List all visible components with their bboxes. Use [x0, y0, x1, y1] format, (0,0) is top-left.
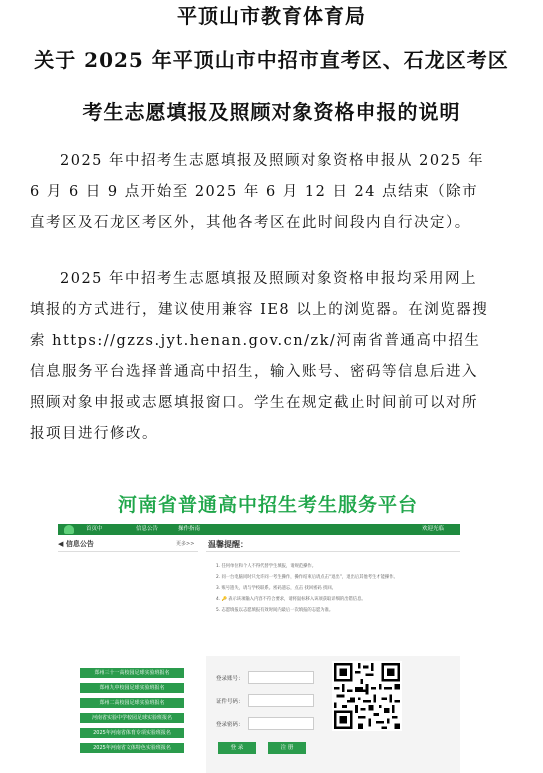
- platform-logo-icon: [64, 525, 74, 534]
- nav-welcome: 欢迎光临: [422, 526, 445, 532]
- tip-line: 1. 任何单位和个人不得代替学生填报，请规范操作。: [216, 564, 316, 569]
- document-title-line2: 考生志愿填报及照顾对象资格申报的说明: [82, 100, 461, 124]
- account-label: 登录账号：: [216, 676, 244, 682]
- platform-title: 河南省普通高中招生考生服务平台: [117, 494, 418, 516]
- nav-guide[interactable]: 操作指南: [178, 526, 201, 532]
- password-label: 登录密码：: [216, 722, 244, 728]
- tip-line: 3. 账号遗失，请与学校联系。密码遗忘，点击 找回密码 找回。: [216, 586, 336, 591]
- id-input[interactable]: [248, 694, 314, 707]
- login-form: [206, 656, 460, 773]
- signup-button[interactable]: 2025年河南省文体特色实验班报名: [80, 743, 184, 753]
- account-input[interactable]: [248, 671, 314, 684]
- nav-home[interactable]: 首页中: [86, 526, 103, 532]
- signup-button-list: [80, 668, 184, 758]
- paragraph-schedule: 2025 年中招考生志愿填报及照顾对象资格申报从 2025 年 6 月 6 日 9 点开始至 2025 年 6 月 12 日 24 点结束（除市直考区及石龙区考区外，其他各考区在此时间段内自行决定）。: [30, 153, 485, 231]
- paragraph-instructions: 2025 年中招考生志愿填报及照顾对象资格申报均采用网上填报的方式进行，建议使用兼容 IE8 以上的浏览器。在浏览器搜索 https://gzzs.jyt.henan.gov.cn/zk/河南省普通高中招生信息服务平台选择普通高中招生，输入账号、密码等信息后进入照顾对象申报或志愿填报窗口。学生在规定截止时间前可以对所报项目进行修改。: [30, 271, 489, 442]
- document-title-line1: 关于 2025 年平顶山市中招市直考区、石龙区考区: [34, 48, 509, 72]
- platform-navbar: [58, 524, 460, 535]
- id-label: 证件号码：: [216, 699, 244, 705]
- signup-button[interactable]: 2025年河南省体育专项实验班报名: [80, 728, 184, 738]
- platform-screenshot: [58, 490, 478, 773]
- signup-button[interactable]: 河南省实验中学校园足球实验班报名: [80, 713, 184, 723]
- divider: [58, 551, 198, 552]
- qr-code-icon: [332, 661, 402, 731]
- signup-button[interactable]: 郑州二高校园足球实验班报名: [80, 698, 184, 708]
- signup-button[interactable]: 郑州九中校园足球实验班报名: [80, 683, 184, 693]
- notice-panel: [58, 539, 198, 773]
- nav-notices[interactable]: 信息公告: [136, 526, 159, 532]
- tip-line: 4. 🔑 表示该项输入内容不符合要求，请将鼠标移入该项获取详细的出错信息。: [216, 597, 366, 602]
- password-input[interactable]: [248, 717, 314, 730]
- signup-button[interactable]: 郑州三十一高校园足球实验班报名: [80, 668, 184, 678]
- more-link[interactable]: 更多>>: [176, 541, 195, 547]
- login-button[interactable]: 登 录: [218, 742, 256, 754]
- tip-line: 2. 同一台电脑同时只允许同一考生操作，操作结束后请点击“退出”，退出后其他考生才能操作。: [216, 575, 398, 580]
- divider: [206, 551, 460, 552]
- warm-tips-heading: 温馨提醒：: [208, 540, 248, 549]
- tip-line: 5. 志愿填报以志愿填报有效时间内最后一次填报的志愿为准。: [216, 608, 334, 613]
- login-panel: [206, 539, 460, 773]
- register-button[interactable]: 注 册: [268, 742, 306, 754]
- notice-heading: ◀ 信息公告: [58, 540, 94, 548]
- agency-name: 平顶山市教育体育局: [177, 4, 366, 28]
